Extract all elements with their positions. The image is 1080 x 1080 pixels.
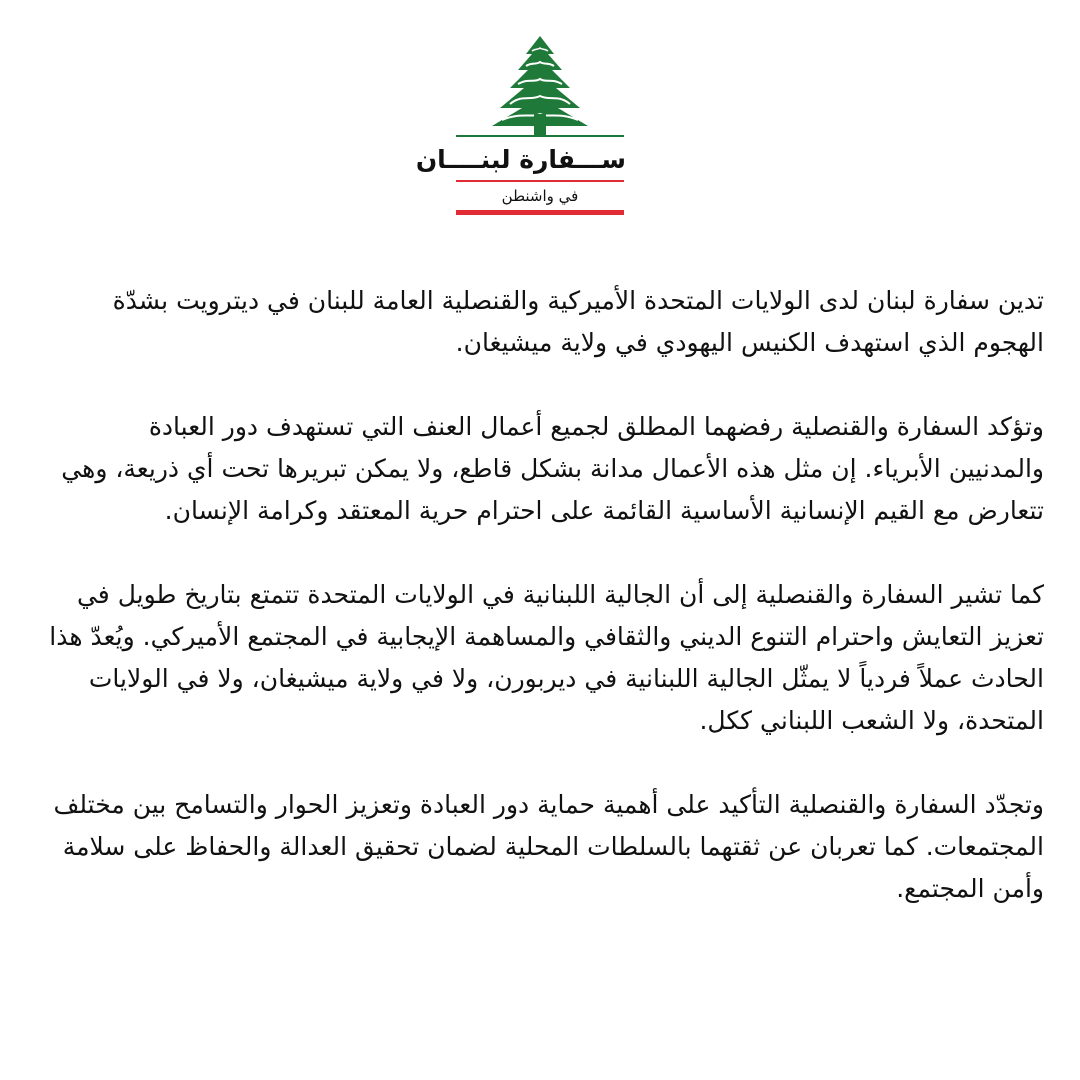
statement-paragraph-3: كما تشير السفارة والقنصلية إلى أن الجالية اللبنانية في الولايات المتحدة تتمتع بتاريخ طويل في تعزيز التعايش واحترام التنوع الديني والثقافي والمساهمة الإيجابية في المجتمع الأميركي. ويُعدّ هذا الحادث عملاً فردياً لا يمثّل الجالية اللبنانية في ديربورن، ولا في ولاية ميشيغان، ولا في الولايات المتحدة، ولا الشعب اللبناني ككل. [49, 580, 1044, 735]
embassy-logo [415, 34, 626, 216]
logo-bottom-red-rule [456, 210, 624, 215]
logo-subtitle: في واشنطن [501, 187, 579, 205]
cedar-foliage [492, 36, 588, 126]
logo-middle-red-rule [456, 180, 624, 182]
statement-paragraph-2: وتؤكد السفارة والقنصلية رفضهما المطلق لجميع أعمال العنف التي تستهدف دور العبادة والمدنيين الأبرياء. إن مثل هذه الأعمال مدانة بشكل قاطع، ولا يمكن تبريرها تحت أي ذريعة، وهي تتعارض مع القيم الإنسانية الأساسية القائمة على احترام حرية المعتقد وكرامة الإنسان. [61, 412, 1044, 525]
statement-paragraph-4: وتجدّد السفارة والقنصلية التأكيد على أهمية حماية دور العبادة وتعزيز الحوار والتسامح بين مختلف المجتمعات. كما تعربان عن ثقتهما بالسلطات المحلية لضمان تحقيق العدالة والحفاظ على سلامة وأمن المجتمع. [53, 790, 1044, 903]
statement-body [46, 280, 1044, 952]
statement-paragraph-1: تدين سفارة لبنان لدى الولايات المتحدة الأميركية والقنصلية العامة للبنان في ديترويت بشدّة الهجوم الذي استهدف الكنيس اليهودي في ولاية ميشيغان. [112, 286, 1044, 357]
logo-title: ســـفارة لبنــــان [415, 145, 626, 174]
cedar-trunk [534, 114, 546, 136]
cedar-tree-icon [488, 34, 592, 136]
logo-top-green-rule [456, 135, 624, 137]
